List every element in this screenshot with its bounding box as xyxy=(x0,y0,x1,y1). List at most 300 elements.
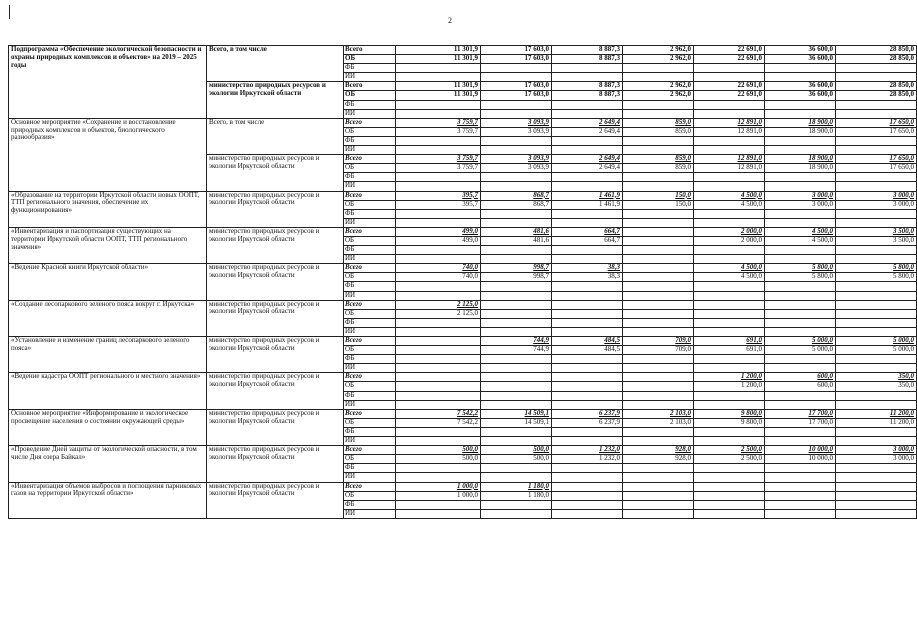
amount-cell: 17 650,0 xyxy=(836,127,917,136)
amount-cell: 868,7 xyxy=(481,200,552,209)
amount-cell xyxy=(481,64,552,73)
amount-cell xyxy=(623,300,694,309)
amount-cell: 2 103,0 xyxy=(623,418,694,427)
amount-cell: 18 900,0 xyxy=(765,127,836,136)
responsible-executor: министерство природных ресурсов и экологии Иркутской области xyxy=(207,300,344,336)
amount-cell: 481,6 xyxy=(481,227,552,236)
amount-cell xyxy=(552,482,623,491)
amount-cell xyxy=(836,300,917,309)
funding-source: ОБ xyxy=(344,382,396,391)
amount-cell: 2 103,0 xyxy=(623,409,694,418)
funding-source: ИИ xyxy=(344,255,396,264)
funding-source: ОБ xyxy=(344,346,396,355)
amount-cell: 709,0 xyxy=(623,346,694,355)
funding-source: Всего xyxy=(344,409,396,418)
funding-source: ОБ xyxy=(344,200,396,209)
amount-cell xyxy=(623,246,694,255)
amount-cell xyxy=(694,109,765,118)
amount-cell xyxy=(765,482,836,491)
funding-source: ФБ xyxy=(344,100,396,109)
funding-source: ФБ xyxy=(344,318,396,327)
amount-cell xyxy=(481,373,552,382)
amount-cell xyxy=(481,136,552,145)
amount-cell xyxy=(481,291,552,300)
amount-cell xyxy=(552,109,623,118)
activity-description: Основное мероприятие «Сохранение и восстановление природных комплексов и объектов, биологического разнообразия» xyxy=(9,118,207,191)
amount-cell: 14 509,1 xyxy=(481,409,552,418)
page-number: 2 xyxy=(448,16,452,25)
amount-cell xyxy=(765,500,836,509)
amount-cell: 664,7 xyxy=(552,236,623,245)
amount-cell xyxy=(481,500,552,509)
amount-cell: 17 700,0 xyxy=(765,418,836,427)
amount-cell: 3 759,7 xyxy=(396,164,481,173)
funding-source: ИИ xyxy=(344,73,396,82)
amount-cell: 500,0 xyxy=(396,446,481,455)
amount-cell: 998,7 xyxy=(481,273,552,282)
table-row xyxy=(9,482,917,491)
amount-cell xyxy=(765,400,836,409)
amount-cell: 150,0 xyxy=(623,191,694,200)
amount-cell xyxy=(836,291,917,300)
amount-cell xyxy=(694,427,765,436)
amount-cell: 744,9 xyxy=(481,346,552,355)
activity-description: «Установление и изменение границ лесопаркового зеленого пояса» xyxy=(9,337,207,373)
amount-cell xyxy=(694,291,765,300)
amount-cell: 2 962,0 xyxy=(623,82,694,91)
funding-source: ИИ xyxy=(344,182,396,191)
amount-cell: 17 650,0 xyxy=(836,155,917,164)
amount-cell xyxy=(836,400,917,409)
responsible-executor: министерство природных ресурсов и экологии Иркутской области xyxy=(207,482,344,518)
amount-cell: 3 759,7 xyxy=(396,155,481,164)
amount-cell xyxy=(765,246,836,255)
funding-source: Всего xyxy=(344,46,396,55)
amount-cell: 36 600,0 xyxy=(765,91,836,100)
funding-source: ОБ xyxy=(344,309,396,318)
amount-cell xyxy=(396,209,481,218)
amount-cell: 22 691,0 xyxy=(694,91,765,100)
amount-cell: 691,0 xyxy=(694,346,765,355)
amount-cell: 3 759,7 xyxy=(396,118,481,127)
amount-cell xyxy=(481,309,552,318)
funding-source: ОБ xyxy=(344,127,396,136)
amount-cell xyxy=(623,309,694,318)
amount-cell xyxy=(694,173,765,182)
activity-description: «Образование на территории Иркутской области новых ООПТ, ТТП регионального значения, обеспечение их функционирования» xyxy=(9,191,207,227)
amount-cell: 36 600,0 xyxy=(765,82,836,91)
funding-source: ИИ xyxy=(344,218,396,227)
amount-cell xyxy=(396,182,481,191)
amount-cell xyxy=(552,309,623,318)
amount-cell: 18 900,0 xyxy=(765,155,836,164)
activity-description: «Инвентаризация и паспортизация существующих на территории Иркутской области ООПТ, ТТП регионального значения» xyxy=(9,227,207,263)
amount-cell xyxy=(623,391,694,400)
amount-cell: 1 232,0 xyxy=(552,455,623,464)
amount-cell xyxy=(694,309,765,318)
amount-cell xyxy=(552,509,623,518)
amount-cell xyxy=(481,173,552,182)
amount-cell: 17 650,0 xyxy=(836,164,917,173)
amount-cell: 3 093,9 xyxy=(481,164,552,173)
amount-cell: 5 000,0 xyxy=(836,337,917,346)
program-funding-table xyxy=(8,45,917,519)
amount-cell: 859,0 xyxy=(623,127,694,136)
amount-cell xyxy=(694,500,765,509)
amount-cell: 11 301,9 xyxy=(396,91,481,100)
amount-cell xyxy=(552,64,623,73)
amount-cell xyxy=(396,109,481,118)
amount-cell: 1 180,0 xyxy=(481,491,552,500)
amount-cell xyxy=(396,464,481,473)
amount-cell: 11 301,9 xyxy=(396,82,481,91)
funding-source: Всего xyxy=(344,300,396,309)
amount-cell xyxy=(396,282,481,291)
amount-cell xyxy=(396,291,481,300)
amount-cell: 5 000,0 xyxy=(765,346,836,355)
amount-cell xyxy=(552,100,623,109)
amount-cell xyxy=(396,327,481,336)
amount-cell: 3 000,0 xyxy=(836,446,917,455)
amount-cell: 4 500,0 xyxy=(694,264,765,273)
amount-cell xyxy=(694,246,765,255)
amount-cell xyxy=(396,136,481,145)
amount-cell xyxy=(396,364,481,373)
amount-cell xyxy=(552,464,623,473)
funding-source: ФБ xyxy=(344,209,396,218)
amount-cell: 500,0 xyxy=(396,455,481,464)
amount-cell: 4 500,0 xyxy=(765,227,836,236)
funding-source: Всего xyxy=(344,155,396,164)
amount-cell: 691,0 xyxy=(694,337,765,346)
amount-cell: 9 800,0 xyxy=(694,409,765,418)
amount-cell xyxy=(552,173,623,182)
amount-cell xyxy=(396,337,481,346)
amount-cell xyxy=(481,509,552,518)
amount-cell: 740,0 xyxy=(396,273,481,282)
amount-cell xyxy=(396,500,481,509)
amount-cell xyxy=(552,427,623,436)
amount-cell xyxy=(481,382,552,391)
amount-cell: 36 600,0 xyxy=(765,46,836,55)
amount-cell xyxy=(836,464,917,473)
funding-source: ИИ xyxy=(344,291,396,300)
funding-source: ОБ xyxy=(344,164,396,173)
funding-source: ФБ xyxy=(344,136,396,145)
amount-cell: 18 900,0 xyxy=(765,164,836,173)
responsible-executor: Всего, в том числе xyxy=(207,46,344,82)
amount-cell: 17 603,0 xyxy=(481,55,552,64)
amount-cell xyxy=(765,182,836,191)
amount-cell xyxy=(765,355,836,364)
amount-cell xyxy=(836,309,917,318)
activity-description: Основное мероприятие «Информирование и экологическое просвещение населения о состоянии окружающей среды» xyxy=(9,409,207,445)
amount-cell: 4 500,0 xyxy=(694,200,765,209)
funding-source: ФБ xyxy=(344,355,396,364)
amount-cell xyxy=(836,355,917,364)
table-row xyxy=(9,409,917,418)
amount-cell: 2 962,0 xyxy=(623,91,694,100)
amount-cell: 22 691,0 xyxy=(694,82,765,91)
amount-cell: 600,0 xyxy=(765,382,836,391)
table-row xyxy=(9,337,917,346)
amount-cell xyxy=(396,473,481,482)
activity-description: «Ведение кадастра ООПТ регионального и местного значения» xyxy=(9,373,207,409)
amount-cell xyxy=(694,100,765,109)
amount-cell xyxy=(623,264,694,273)
amount-cell xyxy=(694,509,765,518)
amount-cell: 499,0 xyxy=(396,236,481,245)
amount-cell xyxy=(765,473,836,482)
amount-cell xyxy=(481,427,552,436)
amount-cell xyxy=(623,209,694,218)
amount-cell xyxy=(481,464,552,473)
amount-cell: 2 000,0 xyxy=(694,236,765,245)
amount-cell: 11 301,9 xyxy=(396,46,481,55)
amount-cell: 1 200,0 xyxy=(694,382,765,391)
amount-cell xyxy=(623,173,694,182)
amount-cell xyxy=(623,182,694,191)
amount-cell xyxy=(623,218,694,227)
amount-cell xyxy=(623,136,694,145)
funding-source: ФБ xyxy=(344,282,396,291)
amount-cell: 499,0 xyxy=(396,227,481,236)
amount-cell: 4 500,0 xyxy=(694,191,765,200)
amount-cell: 8 887,3 xyxy=(552,55,623,64)
amount-cell xyxy=(396,100,481,109)
amount-cell xyxy=(765,100,836,109)
amount-cell: 664,7 xyxy=(552,227,623,236)
amount-cell: 7 542,2 xyxy=(396,418,481,427)
amount-cell xyxy=(765,291,836,300)
amount-cell: 11 200,0 xyxy=(836,418,917,427)
funding-source: ОБ xyxy=(344,491,396,500)
table-body xyxy=(9,46,917,519)
amount-cell: 6 237,9 xyxy=(552,418,623,427)
amount-cell: 12 891,0 xyxy=(694,155,765,164)
amount-cell xyxy=(623,227,694,236)
responsible-executor: министерство природных ресурсов и экологии Иркутской области xyxy=(207,409,344,445)
amount-cell xyxy=(552,364,623,373)
amount-cell: 22 691,0 xyxy=(694,46,765,55)
amount-cell: 709,0 xyxy=(623,337,694,346)
amount-cell xyxy=(836,473,917,482)
amount-cell xyxy=(765,391,836,400)
amount-cell: 5 800,0 xyxy=(836,264,917,273)
amount-cell xyxy=(836,509,917,518)
amount-cell xyxy=(694,491,765,500)
responsible-executor: министерство природных ресурсов и экологии Иркутской области xyxy=(207,373,344,409)
amount-cell xyxy=(481,100,552,109)
amount-cell xyxy=(552,136,623,145)
amount-cell xyxy=(765,309,836,318)
amount-cell xyxy=(396,218,481,227)
funding-source: Всего xyxy=(344,227,396,236)
amount-cell xyxy=(836,482,917,491)
amount-cell: 859,0 xyxy=(623,118,694,127)
amount-cell: 6 237,9 xyxy=(552,409,623,418)
amount-cell: 28 850,0 xyxy=(836,46,917,55)
funding-source: ФБ xyxy=(344,64,396,73)
funding-source: ИИ xyxy=(344,400,396,409)
amount-cell: 8 887,3 xyxy=(552,91,623,100)
amount-cell: 17 700,0 xyxy=(765,409,836,418)
amount-cell xyxy=(765,509,836,518)
amount-cell: 4 500,0 xyxy=(765,236,836,245)
amount-cell xyxy=(623,100,694,109)
scan-mark xyxy=(9,5,10,19)
amount-cell xyxy=(481,282,552,291)
funding-source: ОБ xyxy=(344,55,396,64)
amount-cell xyxy=(481,218,552,227)
amount-cell: 28 850,0 xyxy=(836,91,917,100)
amount-cell: 1 000,0 xyxy=(396,482,481,491)
amount-cell xyxy=(694,218,765,227)
amount-cell: 11 200,0 xyxy=(836,409,917,418)
amount-cell: 150,0 xyxy=(623,200,694,209)
amount-cell: 2 649,4 xyxy=(552,118,623,127)
responsible-executor: министерство природных ресурсов и экологии Иркутской области xyxy=(207,191,344,227)
amount-cell: 998,7 xyxy=(481,264,552,273)
amount-cell xyxy=(694,136,765,145)
amount-cell xyxy=(765,318,836,327)
amount-cell xyxy=(623,464,694,473)
funding-source: ФБ xyxy=(344,500,396,509)
amount-cell: 5 800,0 xyxy=(765,273,836,282)
amount-cell xyxy=(396,355,481,364)
amount-cell xyxy=(836,100,917,109)
amount-cell: 12 891,0 xyxy=(694,164,765,173)
amount-cell xyxy=(836,218,917,227)
amount-cell: 3 500,0 xyxy=(836,236,917,245)
amount-cell xyxy=(481,300,552,309)
amount-cell: 17 603,0 xyxy=(481,91,552,100)
amount-cell xyxy=(552,182,623,191)
amount-cell: 859,0 xyxy=(623,155,694,164)
amount-cell: 1 232,0 xyxy=(552,446,623,455)
amount-cell xyxy=(836,173,917,182)
amount-cell xyxy=(836,64,917,73)
amount-cell xyxy=(694,400,765,409)
amount-cell xyxy=(481,182,552,191)
amount-cell xyxy=(765,218,836,227)
amount-cell xyxy=(396,427,481,436)
funding-source: ФБ xyxy=(344,464,396,473)
amount-cell: 38,3 xyxy=(552,273,623,282)
amount-cell xyxy=(396,173,481,182)
amount-cell xyxy=(836,209,917,218)
amount-cell: 12 891,0 xyxy=(694,127,765,136)
funding-source: Всего xyxy=(344,446,396,455)
amount-cell: 395,7 xyxy=(396,200,481,209)
amount-cell xyxy=(836,246,917,255)
amount-cell xyxy=(481,109,552,118)
activity-description: Подпрограмма «Обеспечение экологической безопасности и охраны природных комплексов и объектов» на 2019 – 2025 годы xyxy=(9,46,207,119)
amount-cell: 1 200,0 xyxy=(694,373,765,382)
funding-source: Всего xyxy=(344,191,396,200)
amount-cell xyxy=(396,318,481,327)
responsible-executor: министерство природных ресурсов и экологии Иркутской области xyxy=(207,82,344,118)
amount-cell xyxy=(623,500,694,509)
amount-cell: 2 125,0 xyxy=(396,300,481,309)
amount-cell xyxy=(623,427,694,436)
amount-cell: 1 180,0 xyxy=(481,482,552,491)
amount-cell: 14 509,1 xyxy=(481,418,552,427)
amount-cell xyxy=(552,291,623,300)
amount-cell xyxy=(836,491,917,500)
amount-cell: 1 461,9 xyxy=(552,191,623,200)
amount-cell xyxy=(765,209,836,218)
amount-cell: 350,0 xyxy=(836,373,917,382)
amount-cell: 7 542,2 xyxy=(396,409,481,418)
amount-cell: 744,9 xyxy=(481,337,552,346)
amount-cell xyxy=(552,382,623,391)
table-row xyxy=(9,191,917,200)
amount-cell xyxy=(765,427,836,436)
funding-source: ФБ xyxy=(344,246,396,255)
amount-cell xyxy=(623,509,694,518)
funding-source: Всего xyxy=(344,82,396,91)
amount-cell xyxy=(623,291,694,300)
amount-cell: 36 600,0 xyxy=(765,55,836,64)
amount-cell xyxy=(552,218,623,227)
amount-cell xyxy=(481,246,552,255)
amount-cell: 38,3 xyxy=(552,264,623,273)
amount-cell xyxy=(623,255,694,264)
amount-cell xyxy=(694,182,765,191)
funding-source: ИИ xyxy=(344,473,396,482)
amount-cell: 9 800,0 xyxy=(694,418,765,427)
amount-cell xyxy=(481,473,552,482)
amount-cell xyxy=(623,282,694,291)
amount-cell xyxy=(836,391,917,400)
amount-cell: 5 800,0 xyxy=(765,264,836,273)
responsible-executor: министерство природных ресурсов и экологии Иркутской области xyxy=(207,155,344,191)
amount-cell: 17 650,0 xyxy=(836,118,917,127)
amount-cell xyxy=(552,400,623,409)
amount-cell: 3 093,9 xyxy=(481,118,552,127)
amount-cell: 3 759,7 xyxy=(396,127,481,136)
amount-cell: 350,0 xyxy=(836,382,917,391)
amount-cell xyxy=(836,182,917,191)
amount-cell: 4 500,0 xyxy=(694,273,765,282)
amount-cell: 2 125,0 xyxy=(396,309,481,318)
amount-cell xyxy=(623,355,694,364)
amount-cell xyxy=(396,400,481,409)
funding-source: ФБ xyxy=(344,391,396,400)
amount-cell xyxy=(481,209,552,218)
table-row xyxy=(9,373,917,382)
amount-cell xyxy=(623,382,694,391)
program-table-wrapper xyxy=(8,45,914,519)
amount-cell: 500,0 xyxy=(481,455,552,464)
responsible-executor: министерство природных ресурсов и экологии Иркутской области xyxy=(207,227,344,263)
activity-description: «Создание лесопаркового зеленого пояса вокруг г. Иркутска» xyxy=(9,300,207,336)
amount-cell: 740,0 xyxy=(396,264,481,273)
funding-source: Всего xyxy=(344,264,396,273)
table-row xyxy=(9,118,917,127)
amount-cell xyxy=(396,509,481,518)
amount-cell: 1 000,0 xyxy=(396,491,481,500)
amount-cell: 5 000,0 xyxy=(836,346,917,355)
amount-cell xyxy=(623,400,694,409)
funding-source: ОБ xyxy=(344,273,396,282)
activity-description: «Ведение Красной книги Иркутской области» xyxy=(9,264,207,300)
funding-source: ФБ xyxy=(344,427,396,436)
amount-cell: 10 000,0 xyxy=(765,446,836,455)
amount-cell: 600,0 xyxy=(765,373,836,382)
amount-cell xyxy=(836,318,917,327)
